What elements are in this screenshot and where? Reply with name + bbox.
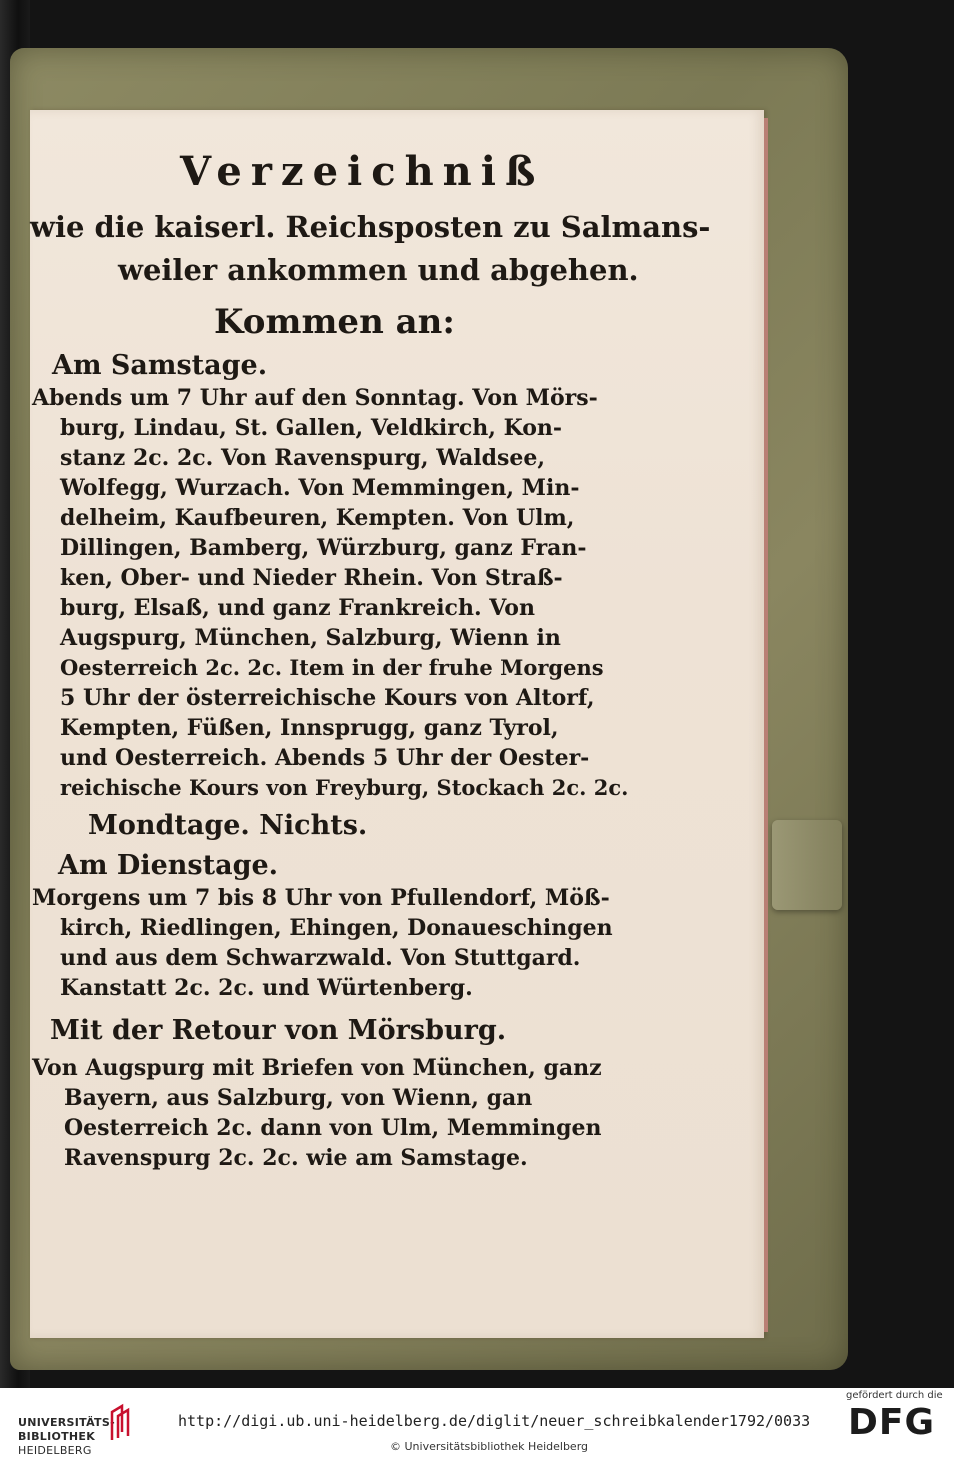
section-heading: Am Dienstage. bbox=[58, 850, 279, 881]
text-line: reichische Kours von Freyburg, Stockach 2c. 2c. bbox=[60, 775, 629, 800]
library-name-line: UNIVERSITÄTS- bbox=[18, 1416, 115, 1429]
text-line: Oesterreich 2c. 2c. Item in der fruhe Morgens bbox=[60, 655, 604, 680]
text-line: Dillingen, Bamberg, Würzburg, ganz Fran- bbox=[60, 535, 587, 561]
text-line: Von Augspurg mit Briefen von München, ganz bbox=[32, 1055, 602, 1081]
text-line: kirch, Riedlingen, Ehingen, Donaueschingen bbox=[60, 915, 613, 941]
document-subtitle-line: wie die kaiserl. Reichsposten zu Salmans- bbox=[30, 210, 711, 244]
funder-caption: gefördert durch die bbox=[846, 1390, 943, 1401]
text-line: Abends um 7 Uhr auf den Sonntag. Von Mörs- bbox=[32, 385, 598, 411]
text-line: ken, Ober- und Nieder Rhein. Von Straß- bbox=[60, 565, 563, 591]
text-line: 5 Uhr der österreichische Kours von Altorf, bbox=[60, 685, 595, 711]
text-line: stanz 2c. 2c. Von Ravenspurg, Waldsee, bbox=[60, 445, 546, 471]
text-line: und aus dem Schwarzwald. Von Stuttgard. bbox=[60, 945, 581, 971]
library-name-line: HEIDELBERG bbox=[18, 1444, 92, 1457]
document-heading: Kommen an: bbox=[214, 302, 455, 342]
page-edge bbox=[764, 118, 768, 1332]
page-leaf bbox=[30, 110, 764, 1338]
text-line: Bayern, aus Salzburg, von Wienn, gan bbox=[64, 1085, 533, 1111]
text-line: Ravenspurg 2c. 2c. wie am Samstage. bbox=[64, 1145, 528, 1171]
permalink-url[interactable]: http://digi.ub.uni-heidelberg.de/diglit/neuer_schreibkalender1792/0033 bbox=[178, 1412, 811, 1430]
library-mark-icon bbox=[108, 1402, 134, 1442]
document-subtitle-line: weiler ankommen und abgehen. bbox=[118, 253, 639, 287]
copyright-notice: © Universitätsbibliothek Heidelberg bbox=[390, 1440, 589, 1453]
library-logo[interactable] bbox=[8, 1400, 178, 1457]
text-line: delheim, Kaufbeuren, Kempten. Von Ulm, bbox=[60, 505, 575, 531]
footer-bar bbox=[0, 1388, 954, 1462]
book-clasp bbox=[772, 820, 842, 910]
text-line: burg, Elsaß, und ganz Frankreich. Von bbox=[60, 595, 535, 621]
library-name-line: BIBLIOTHEK bbox=[18, 1430, 96, 1443]
section-heading: Am Samstage. bbox=[52, 350, 268, 381]
document-title: Verzeichniß bbox=[180, 148, 545, 195]
section-heading: Mit der Retour von Mörsburg. bbox=[50, 1015, 507, 1046]
text-line: Wolfegg, Wurzach. Von Memmingen, Min- bbox=[60, 475, 580, 501]
text-line: Augspurg, München, Salzburg, Wienn in bbox=[60, 625, 561, 651]
text-line: Kempten, Füßen, Innsprugg, ganz Tyrol, bbox=[60, 715, 559, 741]
text-line: und Oesterreich. Abends 5 Uhr der Oester- bbox=[60, 745, 590, 771]
text-line: Kanstatt 2c. 2c. und Würtenberg. bbox=[60, 975, 473, 1001]
text-line: Morgens um 7 bis 8 Uhr von Pfullendorf, Möß- bbox=[32, 885, 610, 911]
section-heading: Mondtage. Nichts. bbox=[88, 810, 368, 841]
text-line: burg, Lindau, St. Gallen, Veldkirch, Kon- bbox=[60, 415, 563, 441]
text-line: Oesterreich 2c. dann von Ulm, Memmingen bbox=[64, 1115, 602, 1141]
dfg-logo[interactable]: DFG bbox=[848, 1402, 936, 1443]
